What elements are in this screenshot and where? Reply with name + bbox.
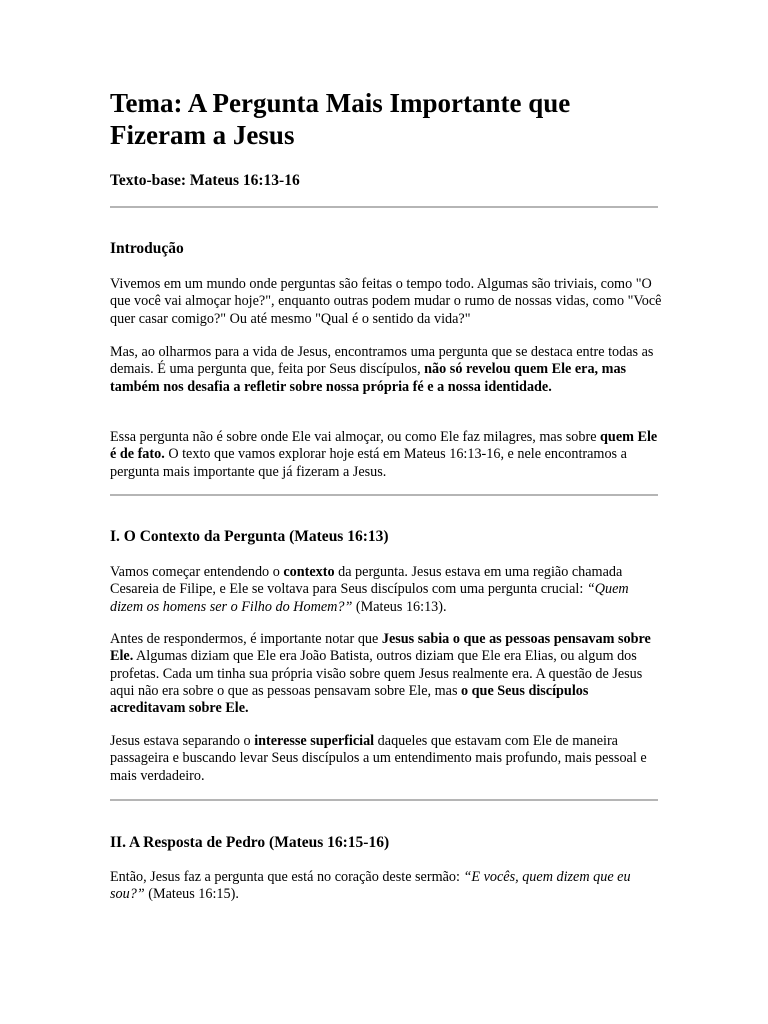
s1-p3-bold: interesse superficial [254,733,375,749]
intro-p3-bold: quem Ele é de fato. [110,429,658,463]
intro-p2-text: Mas, ao olharmos para a vida de Jesus, encontramos uma pergunta que se destaca entre todas as demais. É uma pergunta que, feita por Seus discípulos, [110,344,654,378]
intro-paragraph-2 [110,344,662,396]
s2-p1-quote: “E vocês, quem dizem que eu sou?” [110,869,631,903]
page-title: Tema: A Pergunta Mais Importante que Fizeram a Jesus [110,88,571,150]
divider [110,206,658,208]
s1-p1-quote: “Quem dizem os homens ser o Filho do Homem?” [110,581,629,615]
s1-p1-text-2: da pergunta. Jesus estava em uma região chamada Cesareia de Filipe, e Ele se voltava para Seus discípulos com uma pergunta crucial: [110,564,623,598]
s1-p2-text-2: Algumas diziam que Ele era João Batista, outros diziam que Ele era Elias, ou algum dos profetas. Cada um tinha sua própria visão sobre quem Jesus realmente era. A questão de Jesus aqui não era sobre o que as pessoas pensavam sobre Ele, mas [110,648,643,699]
s1-paragraph-1 [110,564,662,616]
s1-paragraph-3 [110,733,662,785]
heading-section-2: II. A Resposta de Pedro (Mateus 16:15-16) [110,834,390,851]
s1-p1-ref: (Mateus 16:13). [352,598,447,615]
s2-p1-ref: (Mateus 16:15). [144,886,239,903]
intro-paragraph-3 [110,429,662,481]
s1-paragraph-2 [110,631,662,717]
intro-p2-bold: não só revelou quem Ele era, mas também nos desafia a refletir sobre nossa própria fé e a nossa identidade. [110,361,627,395]
intro-paragraph-1 [110,276,662,328]
intro-p3-text: Essa pergunta não é sobre onde Ele vai almoçar, ou como Ele faz milagres, mas sobre [110,429,601,445]
s1-p2-bold: Jesus sabia o que as pessoas pensavam sobre Ele. [110,631,651,665]
s1-p1-text: Vamos começar entendendo o [110,564,284,580]
divider [110,494,658,496]
s1-p3-text: Jesus estava separando o [110,733,255,749]
s1-p2-text: Antes de respondermos, é importante notar que [110,631,382,647]
intro-p3-text-end: O texto que vamos explorar hoje está em Mateus 16:13-16, e nele encontramos a pergunta mais importante que já fizeram a Jesus. [110,446,627,480]
s1-p2-bold-2: o que Seus discípulos acreditavam sobre Ele. [110,682,589,717]
s2-paragraph-1 [110,869,662,904]
heading-introducao: Introdução [110,240,184,257]
s1-p3-text-2: daqueles que estavam com Ele de maneira passageira e buscando levar Seus discípulos a um entendimento mais profundo, mais pessoal e mais verdadeiro. [110,733,647,784]
heading-section-1: I. O Contexto da Pergunta (Mateus 16:13) [110,528,389,545]
s1-p1-bold: contexto [283,564,335,580]
texto-base: Texto-base: Mateus 16:13-16 [110,172,300,189]
divider [110,799,658,801]
intro-p1-text: Vivemos em um mundo onde perguntas são feitas o tempo todo. Algumas são triviais, como "O que você vai almoçar hoje?", enquanto outras podem mudar o rumo de nossas vidas, como "Você quer casar comigo?" Ou até mesmo "Qual é o sentido da vida?" [110,276,662,327]
s2-p1-text: Então, Jesus faz a pergunta que está no coração deste sermão: [110,869,464,885]
